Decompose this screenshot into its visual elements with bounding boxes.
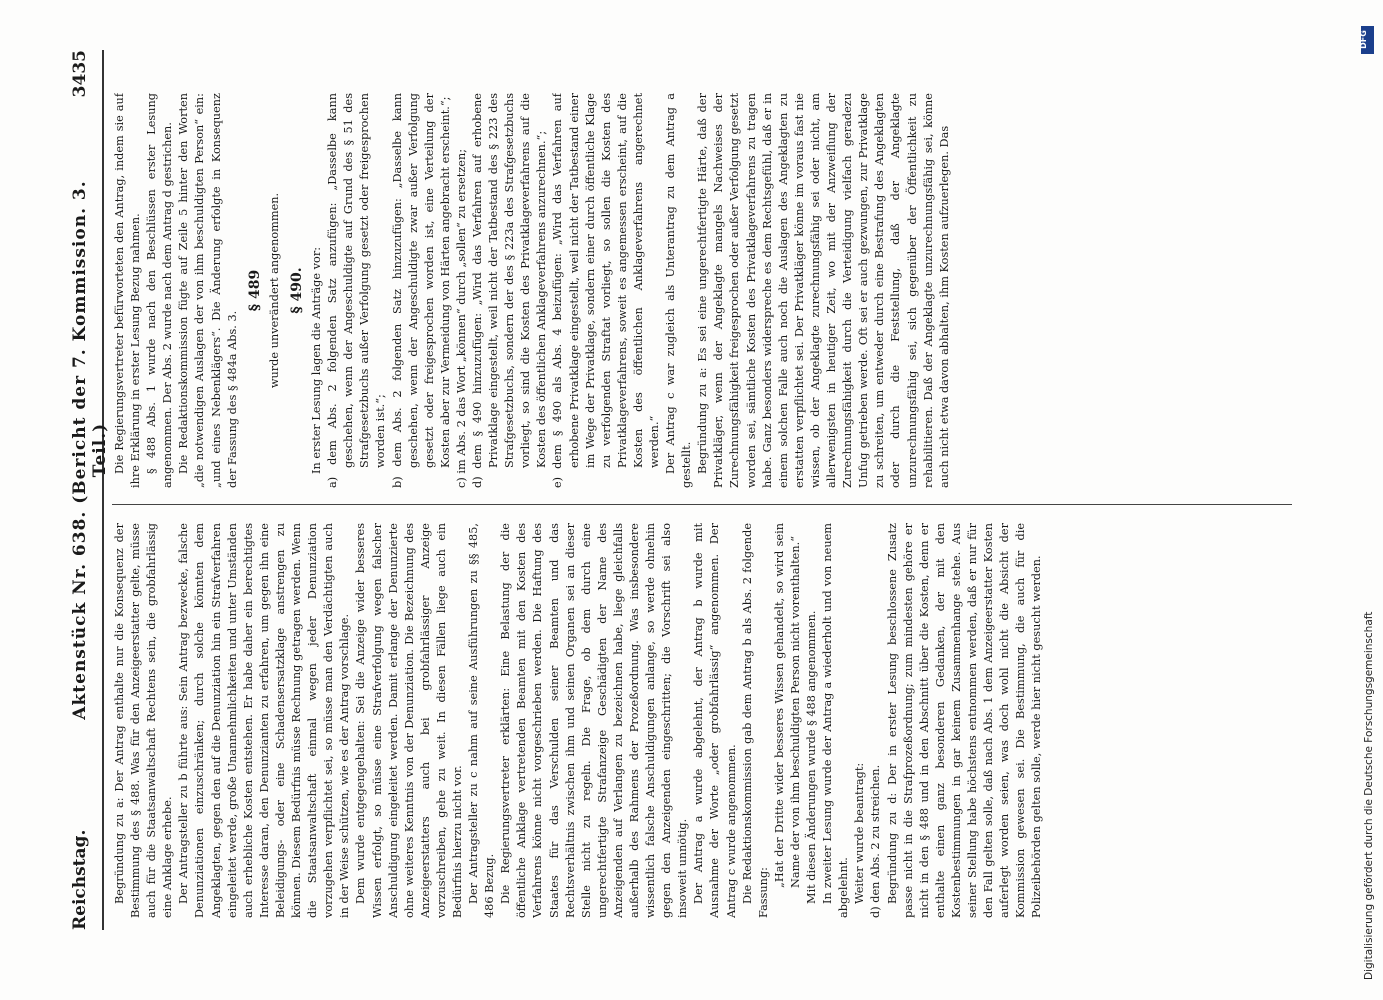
paragraph: Begründung zu d: Der in erster Lesung beschlossene Zusatz passe nicht in die Strafprozeßordnung; zum mindesten gehöre er nicht in den § 488 und in den Abschnitt über die Kosten, denn er enthalte einen ganz besonderen Gedanken, der mit den Kostenbestimmungen in gar keinem Zusammenhange stehe. Aus seiner Stellung habe höchstens entnommen werden, daß er nur für den Fall gelten solle, daß nach Abs. 1 dem Anzeigeerstatter Kosten auferlegt worden seien, was doch wohl nicht die Absicht der Kommission gewesen sei. Die Bestimmung, die auch für die Polizeibehörden gelten solle, werde hier nicht gesucht werden. xyxy=(885,523,1044,918)
digitization-note: Digitalisierung gefördert durch die Deutsche Forschungsgemeinschaft xyxy=(1363,611,1375,980)
paragraph: Weiter wurde beantragt: xyxy=(853,762,867,904)
list-item: d) den Abs. 2 zu streichen. xyxy=(869,764,883,918)
dfg-logo-icon xyxy=(1358,26,1374,54)
list-item: a) dem Abs. 2 folgenden Satz anzufügen: „Dasselbe kann geschehen, wenn der Angeschuldigte auf Grund des § 51 des Strafgesetzbuchs außer Verfolgung gesetzt oder freigesprochen worden ist.“; xyxy=(326,93,388,488)
column-divider xyxy=(112,504,1292,505)
dfg-logo-text: DFG xyxy=(1358,30,1368,49)
dfg-sidebar xyxy=(1358,20,1376,980)
paragraph: Mit diesen Änderungen wurde § 488 angenommen. xyxy=(805,610,819,904)
list-item: c) im Abs. 2 das Wort „können“ durch „sollen“ zu ersetzen; xyxy=(454,148,468,488)
page-header xyxy=(62,50,110,930)
paragraph: Der Antragsteller zu c nahm auf seine Ausführungen zu §§ 485, 486 Bezug. xyxy=(467,523,497,918)
paragraph: In erster Lesung lagen die Anträge vor: xyxy=(310,246,324,474)
list-item: d) dem § 490 hinzuzufügen: „Wird das Verfahren auf erhobene Privatklage eingestellt, weil nicht der Tatbestand des § 223 des Strafgesetzbuchs, sondern der des § 223a des Strafgesetzbuchs vorliegt, so sind die Kosten des Privatklageverfahrens auf die Kosten des öffentlichen Anklageverfahrens anzurechnen.“; xyxy=(470,93,549,488)
text-column-left xyxy=(112,523,1292,918)
paragraph: Die Redaktionskommission gab dem Antrag b als Abs. 2 folgende Fassung: xyxy=(740,523,770,918)
paragraph: Dem wurde entgegengehalten: Sei die Anzeige wider besseres Wissen erfolgt, so müsse eine Strafverfolgung wegen falscher Anschuldigung eingeleitet werden. Damit erlange der Denunzierte ohne weiteres Kenntnis von der Denunziation. Die Bezeichnung des Anzeigeerstatters auch bei grobfahrlässiger Anzeige vorzuschreiben, gehe zu weit. In diesen Fällen liege auch ein Bedürfnis hierzu nicht vor. xyxy=(354,523,464,918)
page-number: 3435 xyxy=(70,50,90,98)
text-column-right xyxy=(112,93,1292,488)
list-item: e) dem § 490 als Abs. 4 beizufügen: „Wird das Verfahren auf erhobene Privatklage eingestellt, weil nicht der Tatbestand einer im Wege der Privatklage, sondern einer durch öffentliche Klage zu verfolgenden Straftat vorliegt, so sollen die Kosten des Privatklageverfahrens, soweit es angemessen erscheint, auf die Kosten des öffentlichen Anklageverfahrens angerechnet werden.“ xyxy=(551,93,661,488)
paragraph: Der Antrag c war zugleich als Unterantrag zu dem Antrag a gestellt. xyxy=(664,93,694,488)
section-heading: § 490. xyxy=(288,267,305,314)
list-item: b) dem Abs. 2 folgenden Satz hinzuzufügen: „Dasselbe kann geschehen, wenn der Angeschuldigte zwar außer Verfolgung gesetzt oder freigesprochen worden ist, eine Verteilung der Kosten aber zur Vermeidung von Härten angebracht erscheint.“; xyxy=(390,93,452,488)
paragraph: Der Antrag a wurde abgelehnt, der Antrag b wurde mit Ausnahme der Worte „oder grobfahrlässig“ angenommen. Der Antrag c wurde angenommen. xyxy=(692,523,738,918)
paragraph: Begründung zu a: Der Antrag enthalte nur die Konsequenz der Bestimmung des § 488. Was für den Anzeigeerstatter gelte, müsse auch für die Staatsanwaltschaft Rechtens sein, die grobfahrlässig eine Anklage erhebe. xyxy=(113,523,175,918)
paragraph: Die Regierungsvertreter befürworteten den Antrag, indem sie auf ihre Erklärung in erster Lesung Bezug nahmen. xyxy=(113,93,143,488)
block-quote: „Hat der Dritte wider besseres Wissen gehandelt, so wird sein Name der von ihm beschuldigten Person nicht vorenthalten.“ xyxy=(772,523,802,888)
paragraph: § 488 Abs. 1 wurde nach den Beschlüssen erster Lesung angenommen. Der Abs. 2 wurde nach dem Antrag d gestrichen. xyxy=(145,93,175,488)
header-title: Aktenstück Nr. 638. (Bericht der 7. Kommission. 3. Teil.) xyxy=(70,180,110,720)
header-left: Reichstag. xyxy=(70,829,90,930)
paragraph: Begründung zu a: Es sei eine ungerechtfertigte Härte, daß der Privatkläger, wenn der Angeklagte mangels Nachweises der Zurechnungsfähigkeit freigesprochen oder außer Verfolgung gesetzt worden sei, sämtliche Kosten des Privatklageverfahrens zu tragen habe. Ganz besonders widerspreche es dem Rechtsgefühl, daß er in einem solchen Falle auch noch die Auslagen des Angeklagten zu erstatten verpflichtet sei. Der Privatkläger könne im voraus fast nie wissen, ob der Angeklagte zurechnungsfähig sei oder nicht, am allerwenigsten in heutiger Zeit, wo mit der Anzweiflung der Zurechnungsfähigkeit durch die Verteidigung vielfach geradezu Unfug getrieben werde. Oft sei er auch gezwungen, zur Privatklage zu schreiten, um entweder durch eine Bestrafung des Angeklagten oder durch die Feststellung, daß der Angeklagte unzurechnungsfähig sei, sich gegenüber der Öffentlichkeit zu rehabilitieren. Daß der Angeklagte unzurechnungsfähig sei, könne auch nicht etwa davon abhalten, ihm Kosten aufzuerlegen. Das xyxy=(696,93,951,488)
paragraph: Die Redaktionskommission fügte auf Zeile 5 hinter den Worten „die notwendigen Auslagen der von ihm beschuldigten Person“ ein: „und eines Nebenklägers“. Die Änderung erfolgte in Konsequenz der Fassung des § 484a Abs. 3. xyxy=(177,93,239,488)
centered-line: wurde unverändert angenommen. xyxy=(267,192,281,389)
section-heading: § 489 xyxy=(246,269,263,312)
paragraph: In zweiter Lesung wurde der Antrag a wiederholt und von neuem abgelehnt. xyxy=(821,523,851,918)
paragraph: Der Antragsteller zu b führte aus: Sein Antrag bezwecke, falsche Denunziationen einzuschränken; durch solche könnten dem Angeklagten, gegen den auf die Denunziation hin ein Strafverfahren eingeleitet werde, große Unannehmlichkeiten und unter Umständen auch erhebliche Kosten entstehen. Er habe daher ein berechtigtes Interesse daran, den Denunzianten zu erfahren, um gegen ihn eine Beleidigungs- oder eine Schadensersatzklage anstrengen zu können. Diesem Bedürfnis müsse Rechnung getragen werden. Wenn die Staatsanwaltschaft einmal wegen jeder Denunziation vorzugehen verpflichtet sei, so müsse man den Verdächtigten auch in der Weise schützen, wie es der Antrag vorschlage. xyxy=(177,523,352,918)
paragraph: Die Regierungsvertreter erklärten: Eine Belastung der die öffentliche Anklage vertretenden Beamten mit den Kosten des Verfahrens könne nicht vorgeschrieben werden. Die Haftung des Staates für das Verschulden seiner Beamten und das Rechtsverhältnis zwischen ihm und seinen Organen sei an dieser Stelle nicht zu regeln. Die Frage, ob dem durch eine ungerechtfertigte Strafanzeige Geschädigten der Name des Anzeigenden auf Verlangen zu bezeichnen habe, liege gleichfalls außerhalb des Rahmens der Prozeßordnung. Was insbesondere wissentlich falsche Anschuldigungen anlange, so werde ohnehin gegen den Anzeigenden eingeschritten; die Vorschrift sei also insoweit unnötig. xyxy=(499,523,690,918)
